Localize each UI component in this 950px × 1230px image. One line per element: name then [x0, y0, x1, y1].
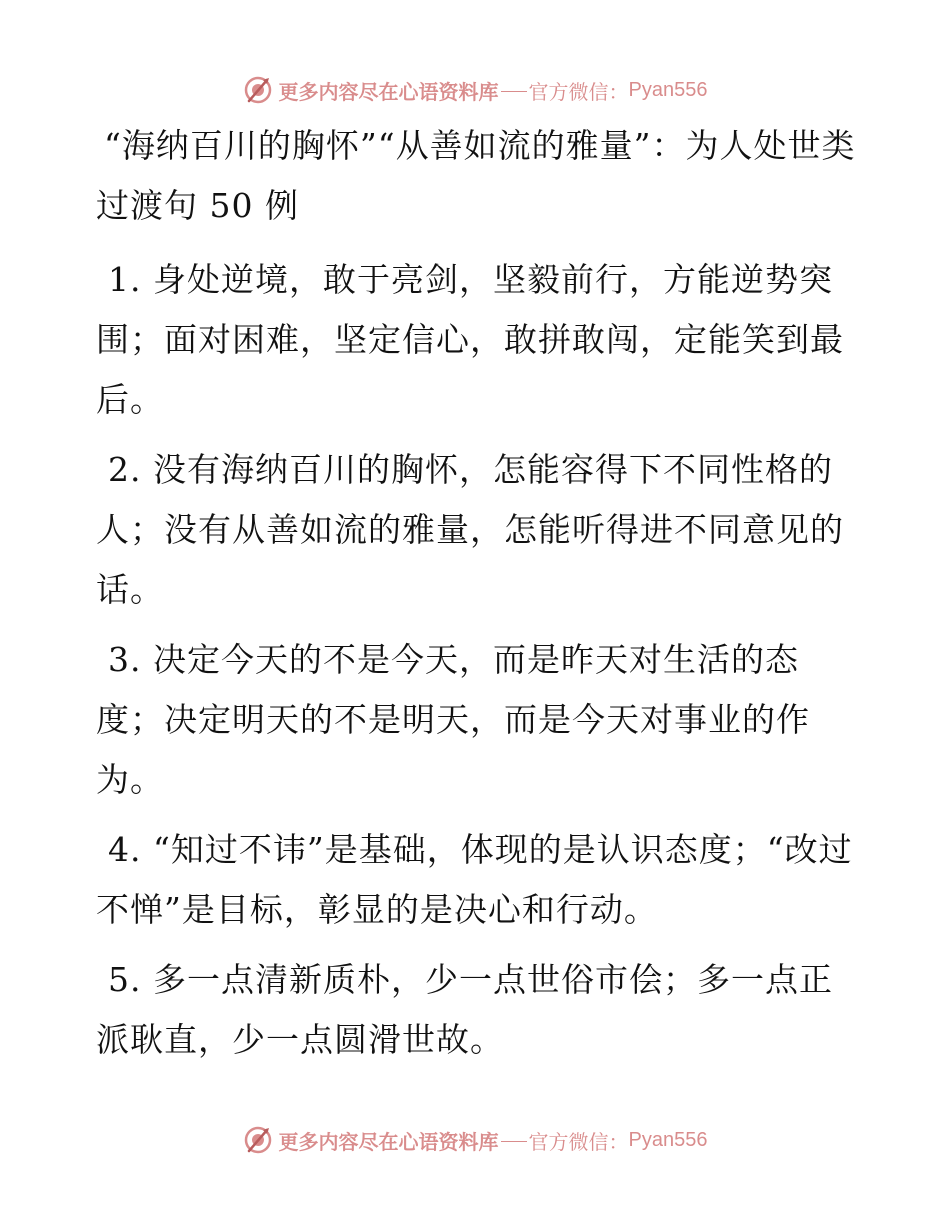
list-item-3: 3. 决定今天的不是今天，而是昨天对生活的态度；决定明天的不是明天，而是今天对事业的作为。 [96, 640, 810, 799]
footer-watermark [0, 1120, 950, 1160]
list-item-4: 4. “知过不讳”是基础，体现的是认识态度；“改过不惮”是目标，彰显的是决心和行动。 [96, 830, 853, 929]
list-item-1: 1. 身处逆境，敢于亮剑，坚毅前行，方能逆势突围；面对困难，坚定信心，敢拼敢闯，定能笑到最后。 [96, 260, 844, 419]
watermark-contact-label: 官方微信： [528, 1129, 629, 1154]
watermark-dash [501, 91, 527, 92]
header-watermark [0, 70, 950, 110]
watermark-dash [501, 1141, 527, 1142]
document-title: “海纳百川的胸怀”“从善如流的雅量”：为人处世类过渡句 50 例 [96, 126, 856, 225]
watermark-contact-label: 官方微信： [528, 79, 629, 104]
quill-logo-icon [243, 75, 273, 105]
watermark-wechat-id: Pyan556 [628, 1128, 708, 1151]
quill-logo-icon [243, 1125, 273, 1155]
watermark-brand-name: 更多内容尽在心语资料库 [278, 79, 499, 104]
document-body [96, 116, 856, 1080]
list-item-2: 2. 没有海纳百川的胸怀，怎能容得下不同性格的人；没有从善如流的雅量，怎能听得进不同意见的话。 [96, 450, 844, 609]
watermark-brand-name: 更多内容尽在心语资料库 [278, 1129, 499, 1154]
list-item-5: 5. 多一点清新质朴，少一点世俗市侩；多一点正派耿直，少一点圆滑世故。 [96, 960, 833, 1059]
watermark-wechat-id: Pyan556 [628, 78, 708, 101]
